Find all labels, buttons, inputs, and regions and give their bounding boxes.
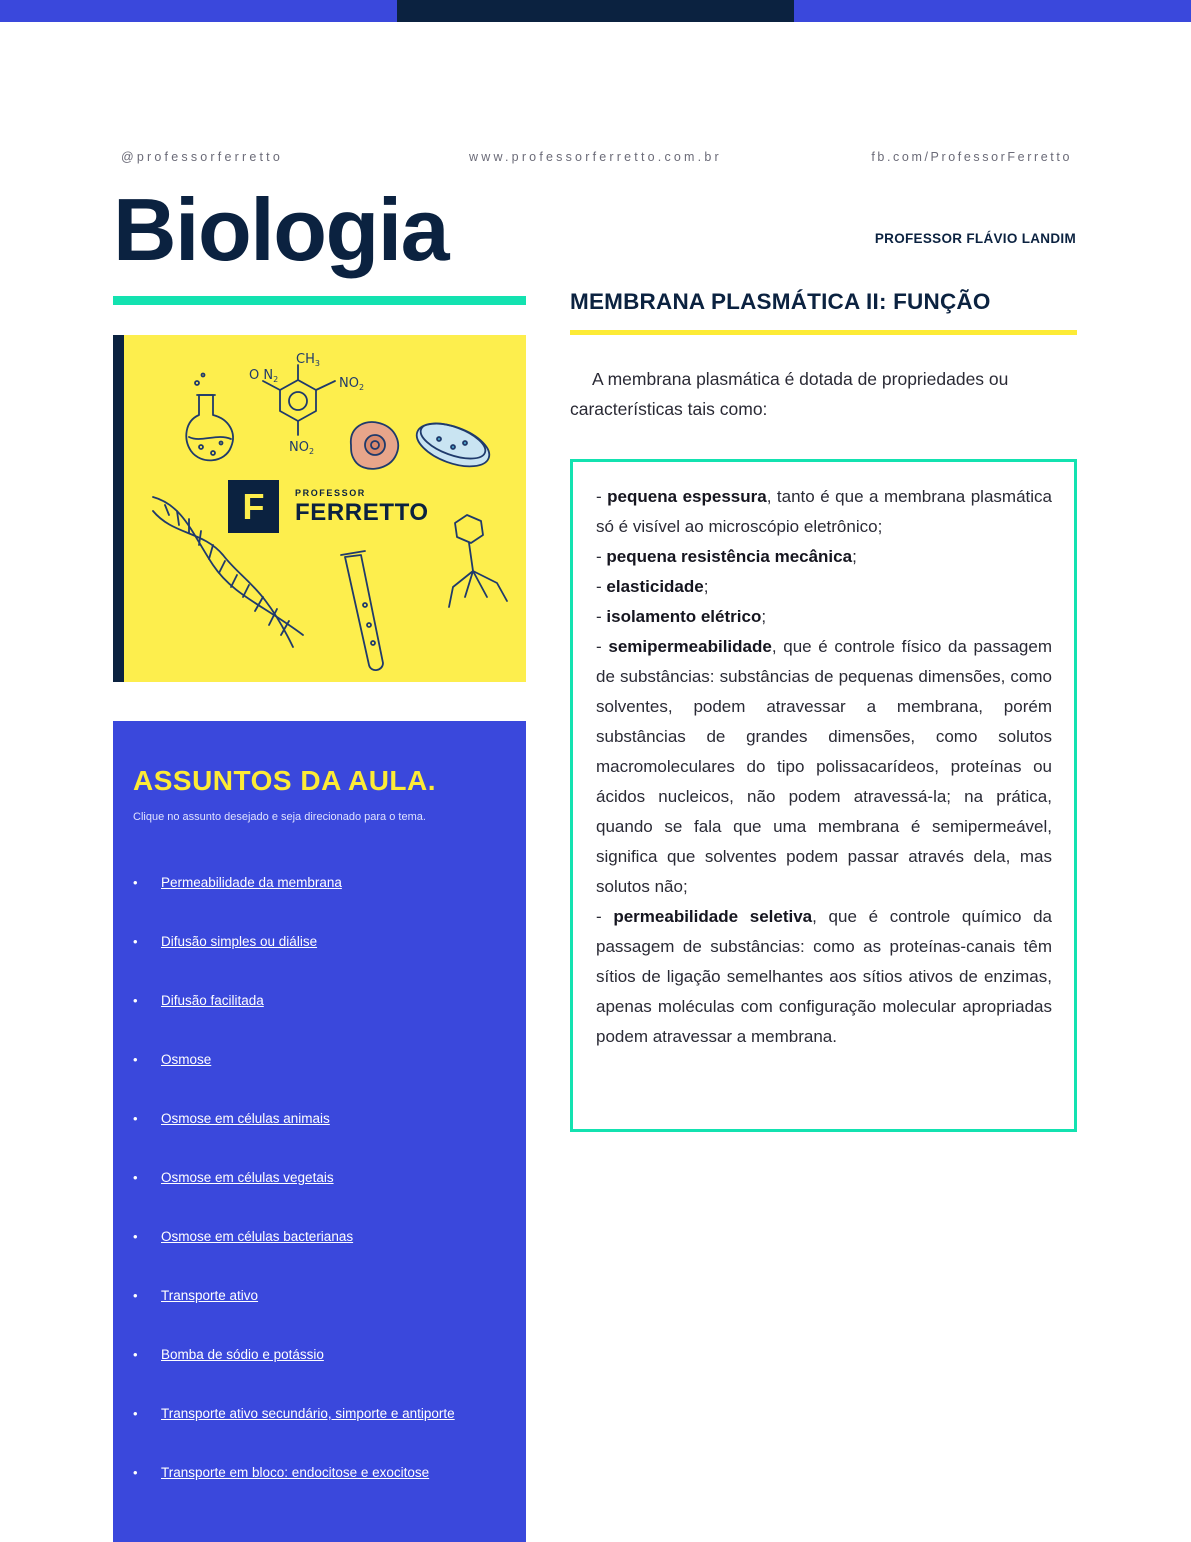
topic-link-permeabilidade[interactable]: Permeabilidade da membrana xyxy=(161,875,342,890)
property-term: isolamento elétrico xyxy=(606,607,762,626)
website-link[interactable]: www.professorferretto.com.br xyxy=(469,150,722,164)
cell-icon xyxy=(351,422,398,469)
bullet-icon: • xyxy=(133,1170,138,1185)
topic-link-osmose-bacterianas[interactable]: Osmose em células bacterianas xyxy=(161,1229,354,1244)
bullet-icon: • xyxy=(133,1111,138,1126)
flask-icon xyxy=(186,374,233,461)
topic-link-bomba-sodio-potassio[interactable]: Bomba de sódio e potássio xyxy=(161,1347,324,1362)
list-item xyxy=(133,1406,518,1465)
top-bar-center xyxy=(397,0,794,22)
property-text: ; xyxy=(761,607,767,626)
topic-link-osmose-vegetais[interactable]: Osmose em células vegetais xyxy=(161,1170,334,1185)
page-title: Biologia xyxy=(113,180,449,279)
list-item xyxy=(133,875,518,934)
topics-list xyxy=(133,875,518,1524)
property-dash: - xyxy=(596,607,607,626)
bullet-icon: • xyxy=(133,993,138,1008)
property-dash: - xyxy=(596,547,607,566)
property-item xyxy=(596,602,1052,632)
property-text: , que é controle físico da passagem de substâncias: substâncias de pequenas dimensões, como solventes, podem atravessar a membrana, porém substâncias de grandes dimensões, como solutos macromoleculares do tipo polissacarídeos, proteínas ou ácidos nucleicos, não podem atravessá-la; na prática, quando se fala que uma membrana é semipermeável, significa que solventes podem passar através dela, mas solutos não; xyxy=(596,637,1052,896)
cover-illustration xyxy=(113,335,526,682)
formula-no2-right: $NO_2$ xyxy=(339,376,365,392)
formula-no2-bottom: $NO_2$ xyxy=(289,440,315,456)
list-item xyxy=(133,1347,518,1406)
logo-mark: F xyxy=(228,480,279,533)
bullet-icon: • xyxy=(133,1052,138,1067)
property-text: ; xyxy=(703,577,709,596)
bullet-icon: • xyxy=(133,934,138,949)
list-item xyxy=(133,1229,518,1288)
property-item xyxy=(596,542,1052,572)
property-item xyxy=(596,572,1052,602)
property-term: permeabilidade seletiva xyxy=(613,907,813,926)
topic-link-difusao-facilitada[interactable]: Difusão facilitada xyxy=(161,993,264,1008)
bullet-icon: • xyxy=(133,1347,138,1362)
property-term: semipermeabilidade xyxy=(608,637,772,656)
list-item xyxy=(133,1288,518,1347)
list-item xyxy=(133,1052,518,1111)
property-dash: - xyxy=(596,637,609,656)
topic-underline xyxy=(570,330,1077,335)
facebook-link[interactable]: fb.com/ProfessorFerretto xyxy=(871,150,1072,164)
bullet-icon: • xyxy=(133,1288,138,1303)
topic-title: MEMBRANA PLASMÁTICA II: FUNÇÃO xyxy=(570,289,991,314)
list-item xyxy=(133,1111,518,1170)
property-item xyxy=(596,482,1052,542)
bullet-icon: • xyxy=(133,1406,138,1421)
professor-name: PROFESSOR FLÁVIO LANDIM xyxy=(874,231,1076,246)
virus-icon xyxy=(449,515,507,607)
properties-content xyxy=(596,482,1052,1052)
topic-link-difusao-simples[interactable]: Difusão simples ou diálise xyxy=(161,934,318,949)
top-bar-right xyxy=(794,0,1191,22)
property-item xyxy=(596,902,1052,1052)
topic-link-osmose-animais[interactable]: Osmose em células animais xyxy=(161,1111,330,1126)
logo-ferretto-text: FERRETTO xyxy=(295,498,429,526)
test-tube-icon xyxy=(341,551,383,670)
bullet-icon: • xyxy=(133,1465,138,1480)
property-dash: - xyxy=(596,577,607,596)
property-dash: - xyxy=(596,907,614,926)
topics-heading: ASSUNTOS DA AULA. xyxy=(133,765,437,796)
properties-box xyxy=(570,459,1077,1132)
topic-link-osmose[interactable]: Osmose xyxy=(161,1052,212,1067)
topics-sidebar xyxy=(113,721,526,1542)
bullet-icon: • xyxy=(133,875,138,890)
property-text: , que é controle químico da passagem de substâncias: como as proteínas-canais têm sítios de ligação semelhantes aos sítios ativos de enzimas, apenas moléculas com configuração molecular apropriadas podem atravessar a membrana. xyxy=(596,907,1052,1046)
intro-paragraph: A membrana plasmática é dotada de propriedades ou características tais como: xyxy=(570,369,1009,419)
property-item xyxy=(596,632,1052,902)
list-item xyxy=(133,993,518,1052)
formula-no2-left: O $N_2$ xyxy=(249,368,279,384)
property-dash: - xyxy=(596,487,608,506)
property-term: pequena espessura xyxy=(607,487,767,506)
formula-ch3: $CH_3$ xyxy=(296,352,320,368)
property-text: ; xyxy=(852,547,857,566)
list-item xyxy=(133,934,518,993)
topics-subtitle: Clique no assunto desejado e seja direcionado para o tema. xyxy=(133,811,426,823)
title-underline xyxy=(113,296,526,305)
top-bar-left xyxy=(0,0,397,22)
logo-professor-text: PROFESSOR xyxy=(295,487,366,498)
petri-dish-icon xyxy=(411,415,495,475)
instagram-handle[interactable]: @professorferretto xyxy=(121,150,283,164)
bullet-icon: • xyxy=(133,1229,138,1244)
topic-link-transporte-ativo[interactable]: Transporte ativo xyxy=(161,1288,259,1303)
list-item xyxy=(133,1465,518,1524)
list-item xyxy=(133,1170,518,1229)
top-color-bar xyxy=(0,0,1191,22)
property-term: elasticidade xyxy=(606,577,704,596)
topic-link-transporte-bloco[interactable]: Transporte em bloco: endocitose e exocitose xyxy=(161,1465,430,1480)
ferretto-logo xyxy=(228,480,429,533)
property-text: , tanto é que a membrana plasmática só é visível ao microscópio eletrônico; xyxy=(596,487,1052,536)
topic-link-transporte-secundario[interactable]: Transporte ativo secundário, simporte e antiporte xyxy=(161,1406,455,1421)
property-term: pequena resistência mecânica xyxy=(606,547,853,566)
